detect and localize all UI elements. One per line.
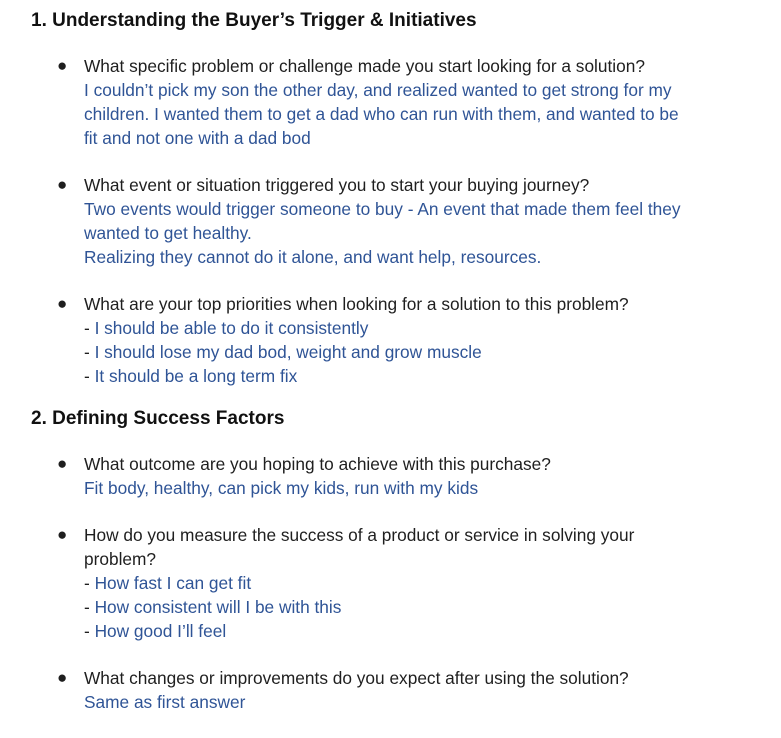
question-text: What outcome are you hoping to achieve with this purchase?: [84, 454, 551, 474]
answer-text: How good I’ll feel: [94, 621, 227, 641]
dash-marker: -: [84, 621, 95, 641]
dash-marker: -: [84, 366, 95, 386]
answer-text: How fast I can get fit: [94, 573, 252, 593]
dash-marker: -: [84, 342, 95, 362]
answer-line: children. I wanted them to get a dad who can run with them, and wanted to be: [84, 104, 679, 124]
answer-line: wanted to get healthy.: [84, 223, 252, 243]
answer-line: [84, 571, 757, 595]
answer-text: It should be a long term fix: [94, 366, 298, 386]
question-text: What changes or improvements do you expect after using the solution?: [84, 668, 629, 688]
bullet-icon: ●: [57, 668, 68, 687]
answer-line: Realizing they cannot do it alone, and want help, resources.: [84, 247, 542, 267]
bullet-icon: ●: [57, 294, 68, 313]
question-text: What event or situation triggered you to start your buying journey?: [84, 175, 590, 195]
answer-line: [84, 619, 757, 643]
bullet-icon: ●: [57, 56, 68, 75]
answer-text: How consistent will I be with this: [94, 597, 342, 617]
answer-line: [84, 595, 757, 619]
answer-line: [84, 316, 757, 340]
answer-line: Same as first answer: [84, 692, 246, 712]
question-text: What specific problem or challenge made you start looking for a solution?: [84, 56, 645, 76]
question-text: What are your top priorities when looking for a solution to this problem?: [84, 294, 629, 314]
answer-text: I should lose my dad bod, weight and grow muscle: [94, 342, 482, 362]
section-heading-2: 2. Defining Success Factors: [31, 408, 285, 429]
question-text: problem?: [84, 549, 157, 569]
list-item: [57, 292, 757, 388]
answer-text: I should be able to do it consistently: [94, 318, 369, 338]
list-item: [57, 173, 757, 269]
question-text: How do you measure the success of a product or service in solving your: [84, 525, 635, 545]
bullet-icon: ●: [57, 525, 68, 544]
answer-line: [84, 364, 757, 388]
bullet-icon: ●: [57, 454, 68, 473]
dash-marker: -: [84, 318, 95, 338]
section-heading-1: 1. Understanding the Buyer’s Trigger & Initiatives: [31, 10, 477, 31]
bullet-icon: ●: [57, 175, 68, 194]
answer-line: Two events would trigger someone to buy - An event that made them feel they: [84, 199, 681, 219]
list-item: [57, 523, 757, 643]
dash-marker: -: [84, 597, 95, 617]
answer-line: I couldn’t pick my son the other day, and realized wanted to get strong for my: [84, 80, 672, 100]
list-item: [57, 54, 757, 150]
answer-line: fit and not one with a dad bod: [84, 128, 311, 148]
dash-marker: -: [84, 573, 95, 593]
answer-line: Fit body, healthy, can pick my kids, run with my kids: [84, 478, 479, 498]
list-item: [57, 452, 757, 500]
answer-line: [84, 340, 757, 364]
list-item: [57, 666, 757, 714]
